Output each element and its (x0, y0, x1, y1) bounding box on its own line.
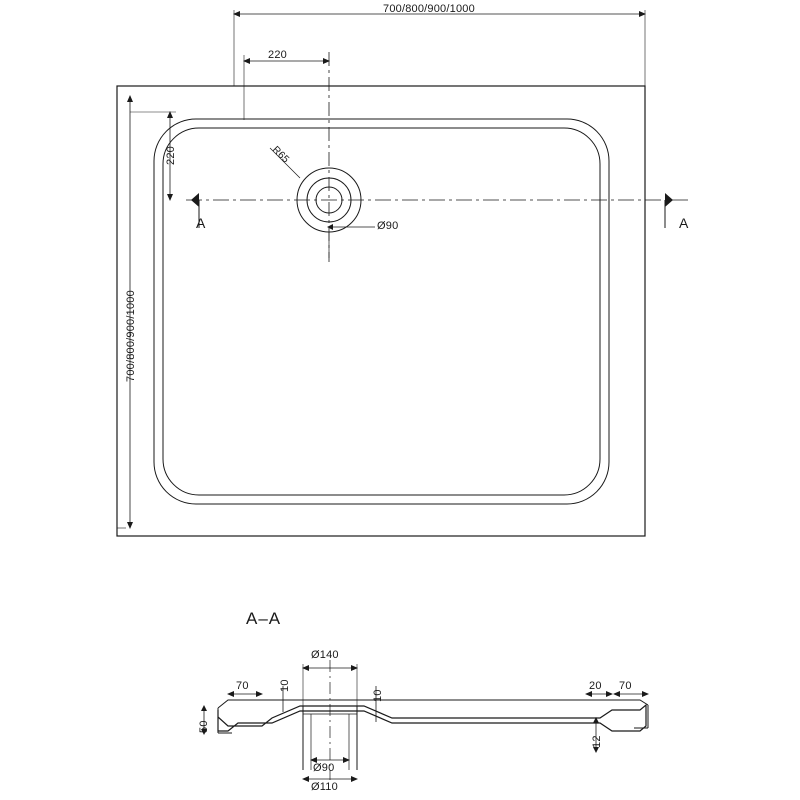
section-mark-right: A (679, 215, 689, 231)
dim-label-corner-radius: R65 (269, 144, 292, 166)
section-title: A–A (246, 609, 282, 628)
dim-label-height-total: 50 (198, 720, 210, 733)
dim-label-height-small: 12 (591, 735, 603, 748)
dim-label-drain-diameter: Ø90 (377, 220, 399, 232)
dim-label-drain-outlet: Ø90 (313, 762, 335, 774)
dim-220y-arrow-bottom (167, 194, 173, 201)
dim-height-arrow-bottom (127, 522, 133, 529)
dim-height-arrow-top (127, 95, 133, 102)
dim-label-step-right: 20 (589, 680, 602, 692)
tray-basin-outer (154, 119, 609, 504)
dim-label-drain-offset-y: 220 (165, 146, 177, 165)
dim-label-drain-outer: Ø110 (311, 781, 338, 793)
dim-label-flange-left: 70 (236, 680, 249, 692)
dim-label-depth-inner: 10 (372, 689, 384, 702)
section-mark-left: A (196, 215, 206, 231)
dim-label-overall-width: 700/800/900/1000 (383, 3, 475, 15)
leader-d90-arrow (327, 224, 333, 230)
dim-label-overall-height: 700/800/900/1000 (125, 290, 137, 382)
dim-label-drain-flange: Ø140 (311, 649, 339, 661)
section-arrow-left (191, 193, 199, 207)
tray-outline (117, 86, 645, 536)
section-arrow-right (665, 193, 673, 207)
dim-label-rib-left: 10 (279, 679, 291, 692)
tray-basin-inner (163, 128, 600, 495)
section-body (218, 700, 648, 733)
dim-label-drain-offset-x: 220 (268, 49, 287, 61)
dim-label-flange-right: 70 (619, 680, 632, 692)
section-profile (218, 705, 646, 731)
